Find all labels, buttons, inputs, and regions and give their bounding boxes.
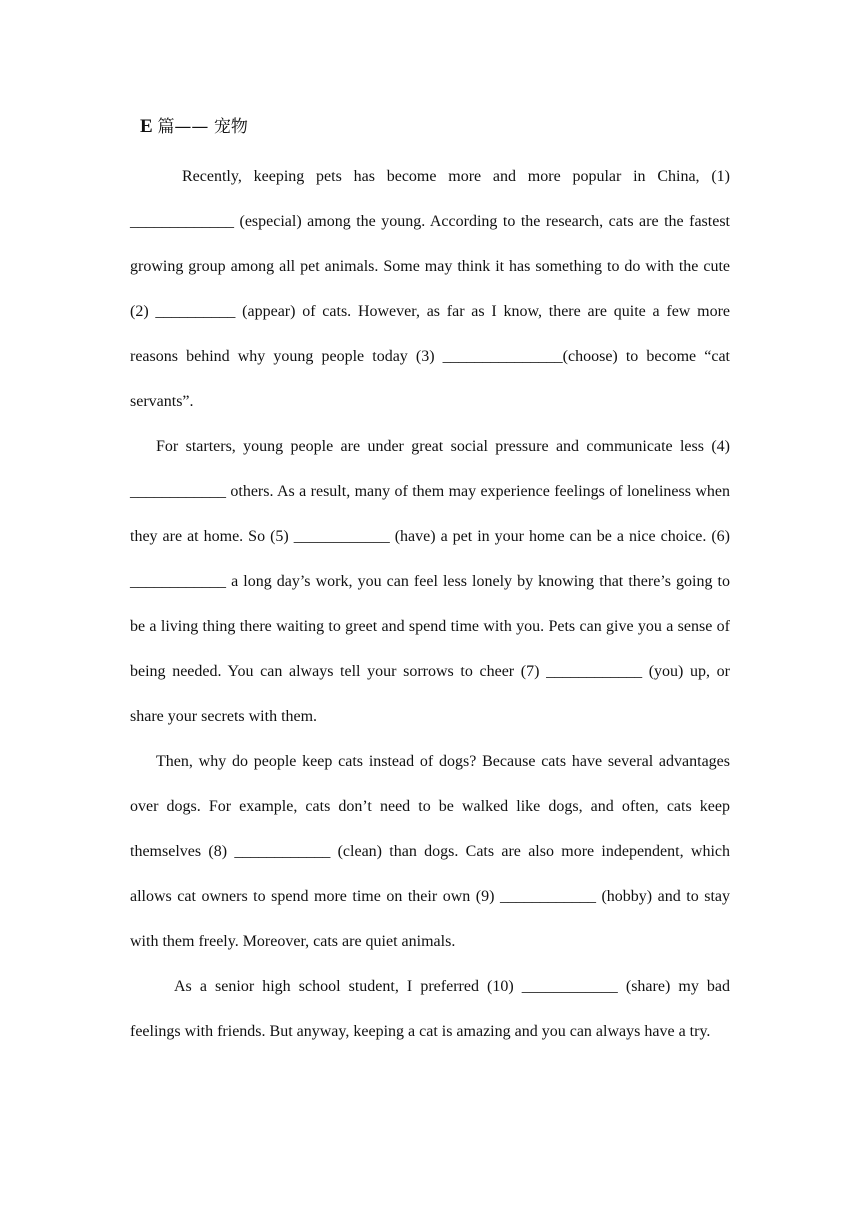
section-heading	[140, 112, 730, 142]
document-page	[130, 112, 730, 1054]
paragraph-4: As a senior high school student, I preferred (10) ____________ (share) my bad feelings with friends. But anyway, keeping a cat is amazing and you can always have a try.	[130, 978, 730, 1040]
heading-title: 篇—— 宠物	[157, 117, 248, 137]
paragraph-3: Then, why do people keep cats instead of dogs? Because cats have several advantages over dogs. For example, cats don’t need to be walked like dogs, and often, cats keep themselves (8) ____________ (clean) than dogs. Cats are also more independent, which allows cat owners to spend more time on their own (9) ____________ (hobby) and to stay with them freely. Moreover, cats are quiet animals.	[130, 753, 730, 950]
paragraph-1: Recently, keeping pets has become more and more popular in China, (1) _____________ (especial) among the young. According to the research, cats are the fastest growing group among all pet animals. Some may think it has something to do with the cute (2) __________ (appear) of cats. However, as far as I know, there are quite a few more reasons behind why young people today (3) _______________(choose) to become “cat servants”.	[130, 168, 730, 410]
paragraph-2: For starters, young people are under great social pressure and communicate less (4) ____________ others. As a result, many of them may experience feelings of loneliness when they are at home. So (5) ____________ (have) a pet in your home can be a nice choice. (6) ____________ a long day’s work, you can feel less lonely by knowing that there’s going to be a living thing there waiting to greet and spend time with you. Pets can give you a sense of being needed. You can always tell your sorrows to cheer (7) ____________ (you) up, or share your secrets with them.	[130, 438, 730, 725]
heading-letter: E	[140, 116, 153, 137]
